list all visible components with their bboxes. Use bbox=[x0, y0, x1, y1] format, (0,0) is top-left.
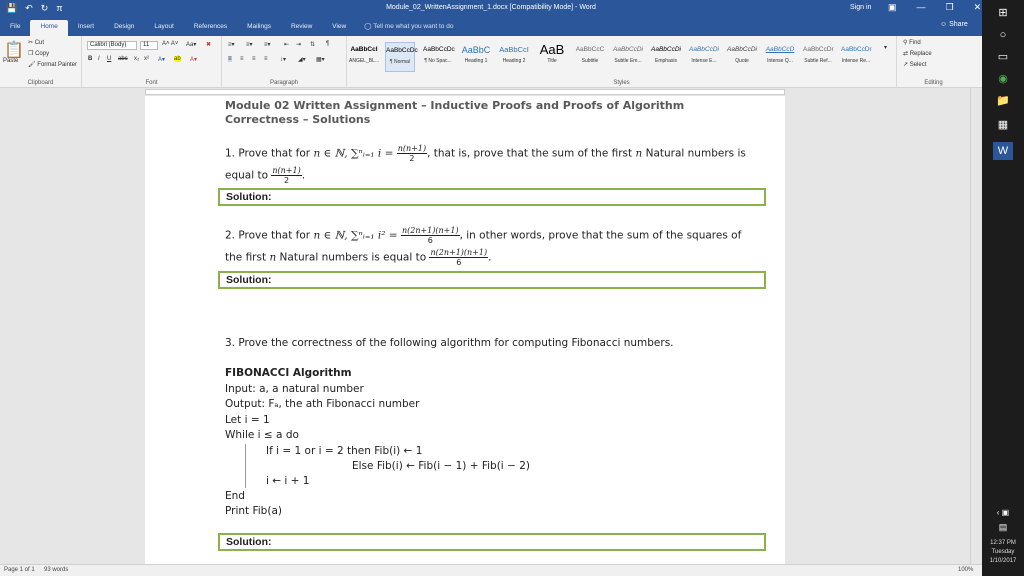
style-name: Quote bbox=[735, 58, 749, 64]
strikethrough-button[interactable]: abc bbox=[118, 56, 128, 62]
style-name: Intense E... bbox=[691, 58, 717, 64]
cut-button[interactable] bbox=[28, 39, 44, 46]
close-icon[interactable]: ✕ bbox=[973, 2, 982, 12]
style-angel-bl[interactable] bbox=[349, 42, 379, 72]
magnifier-icon: ⚲ bbox=[903, 40, 908, 46]
q1-condition: n ∈ ℕ, ∑ⁿᵢ₌₁ i = bbox=[313, 147, 397, 160]
question-2-line-2: the first n Natural numbers is equal to $\frac{n(2n+1)(n+1)}{6}$ . bbox=[225, 248, 492, 267]
group-styles bbox=[347, 36, 897, 88]
style-name: Title bbox=[547, 58, 557, 64]
style-sample: AaBbCcDi bbox=[613, 46, 643, 53]
style-normal[interactable] bbox=[385, 42, 418, 72]
calculator-icon[interactable]: ▦ bbox=[997, 119, 1009, 131]
title-bar bbox=[0, 0, 982, 18]
tab-references[interactable]: References bbox=[193, 23, 228, 30]
group-paragraph bbox=[222, 36, 347, 88]
style-title[interactable] bbox=[537, 42, 567, 72]
task-view-icon[interactable]: ▭ bbox=[997, 51, 1009, 63]
algorithm-output: Output: Fₐ, the ath Fibonacci number bbox=[225, 398, 420, 410]
restore-icon[interactable]: ❐ bbox=[945, 2, 954, 12]
share-button[interactable] bbox=[940, 21, 968, 28]
select-label: Select bbox=[909, 62, 927, 68]
question-1-line-1 bbox=[225, 144, 746, 163]
style-name: ¶ No Spac... bbox=[424, 58, 452, 64]
sort-icon[interactable]: ⇅ bbox=[310, 42, 316, 48]
style-sample: AaBbCcDc bbox=[386, 47, 418, 54]
style-sample: AaBbC bbox=[461, 45, 491, 55]
style-subtle-emphasis[interactable] bbox=[613, 42, 643, 72]
algorithm-else: Else Fib(i) ← Fib(i − 1) + Fib(i − 2) bbox=[352, 460, 530, 472]
lightbulb-icon: ◯ bbox=[364, 23, 374, 30]
style-sample: AaBbCcDi bbox=[651, 46, 681, 53]
q2-line2a: the first bbox=[225, 251, 270, 264]
q2-frac2-den: 6 bbox=[456, 258, 462, 267]
align-center-icon[interactable]: ≡ bbox=[240, 56, 244, 62]
style-sample: AaBbCcDr bbox=[803, 46, 834, 53]
replace-button[interactable] bbox=[903, 50, 932, 57]
algorithm-while: While i ≤ a do bbox=[225, 429, 299, 441]
replace-icon: ⇄ bbox=[903, 51, 909, 57]
clock-date[interactable]: 1/10/2017 bbox=[989, 558, 1017, 564]
tab-file[interactable]: File bbox=[10, 23, 21, 30]
decrease-indent-icon[interactable]: ⇤ bbox=[284, 42, 290, 48]
select-button[interactable] bbox=[903, 61, 926, 68]
font-grow-shrink[interactable]: A˄ A˅ bbox=[162, 41, 179, 47]
q1-frac-den: 2 bbox=[409, 154, 415, 163]
justify-icon[interactable]: ≡ bbox=[264, 56, 268, 62]
q2-fraction bbox=[401, 226, 460, 245]
cortana-icon[interactable]: ○ bbox=[999, 29, 1007, 41]
paragraph-group-label: Paragraph bbox=[269, 80, 299, 86]
style-sample: AaBbCcD bbox=[765, 46, 795, 53]
person-icon: ☺ bbox=[940, 21, 948, 28]
tab-review[interactable]: Review bbox=[290, 23, 313, 30]
windows-taskbar bbox=[982, 0, 1024, 576]
chrome-icon[interactable]: ◉ bbox=[998, 73, 1008, 85]
style-name: ¶ Normal bbox=[389, 59, 411, 65]
style-subtitle[interactable] bbox=[575, 42, 605, 72]
copy-label: Copy bbox=[35, 51, 50, 57]
tab-mailings[interactable]: Mailings bbox=[247, 23, 271, 30]
q1-frac2-num: n(n+1) bbox=[272, 166, 301, 175]
clock-time[interactable]: 12:37 PM bbox=[990, 540, 1016, 546]
q1-lead: 1. Prove that for bbox=[225, 147, 314, 160]
q1-frac-num: n(n+1) bbox=[397, 144, 427, 153]
ruler-track[interactable] bbox=[145, 89, 785, 95]
brush-icon: 🖌 bbox=[28, 62, 36, 68]
minimize-icon[interactable]: — bbox=[916, 2, 926, 12]
q1-fraction bbox=[397, 144, 427, 163]
q2-var: n bbox=[269, 251, 277, 264]
clipboard-group-label: Clipboard bbox=[27, 80, 54, 86]
find-button[interactable] bbox=[903, 39, 921, 46]
style-name: Heading 1 bbox=[464, 58, 488, 64]
style-sample: AaBbCcDc bbox=[423, 46, 455, 53]
pi-icon[interactable]: π bbox=[56, 3, 63, 13]
question-2-line-1 bbox=[225, 226, 741, 245]
q1-fraction-2 bbox=[271, 166, 301, 185]
question-3-text: 3. Prove the correctness of the following algorithm for computing Fibonacci numbers. bbox=[225, 337, 674, 349]
numbering-icon[interactable]: ≡▾ bbox=[246, 42, 253, 48]
editing-group-label: Editing bbox=[924, 80, 943, 86]
bold-button[interactable]: B bbox=[88, 56, 93, 62]
undo-icon[interactable]: ↶ bbox=[25, 3, 33, 13]
format-painter-button[interactable] bbox=[28, 61, 77, 68]
font-name-select[interactable]: Calibri (Body) bbox=[87, 41, 137, 50]
align-right-icon[interactable]: ≡ bbox=[252, 56, 256, 62]
tab-layout[interactable]: Layout bbox=[154, 23, 174, 30]
group-font bbox=[82, 36, 222, 88]
styles-group-label: Styles bbox=[613, 80, 630, 86]
window-controls bbox=[888, 2, 981, 13]
algorithm-input: Input: a, a natural number bbox=[225, 383, 364, 395]
q2-frac-den: 6 bbox=[427, 236, 433, 245]
q1-tail2: Natural numbers is bbox=[642, 147, 746, 160]
style-intense-quote[interactable] bbox=[765, 42, 795, 72]
q1-line2: equal to bbox=[225, 169, 272, 182]
style-quote[interactable] bbox=[727, 42, 757, 72]
document-page[interactable] bbox=[145, 96, 785, 564]
vertical-scrollbar[interactable] bbox=[970, 88, 982, 564]
ribbon-home bbox=[0, 36, 982, 88]
zoom-level[interactable]: 100% bbox=[958, 567, 974, 573]
q1-tail: , that is, prove that the sum of the first bbox=[427, 147, 636, 160]
q2-fraction-2 bbox=[429, 248, 488, 267]
scissors-icon: ✂ bbox=[28, 40, 34, 46]
style-sample: AaBbCcDi bbox=[727, 46, 757, 53]
style-sample: AaBbCcDr bbox=[841, 46, 872, 53]
style-name: Heading 2 bbox=[502, 58, 526, 64]
notifications-icon[interactable]: ▤ bbox=[998, 522, 1008, 532]
save-icon[interactable]: 💾 bbox=[6, 3, 18, 13]
font-size-select[interactable]: 11 bbox=[140, 41, 158, 50]
copy-button[interactable] bbox=[28, 50, 49, 57]
clock-day[interactable]: Tuesday bbox=[991, 549, 1015, 555]
tell-me-box[interactable] bbox=[356, 20, 461, 36]
solution-box-1[interactable]: Solution: bbox=[218, 188, 766, 206]
algorithm-increment: i ← i + 1 bbox=[266, 475, 310, 487]
increase-indent-icon[interactable]: ⇥ bbox=[296, 42, 302, 48]
clear-formatting-icon[interactable]: ✖ bbox=[206, 42, 212, 48]
solution-box-2[interactable]: Solution: bbox=[218, 271, 766, 289]
paste-button[interactable]: Paste bbox=[3, 58, 19, 64]
style-name: Emphasis bbox=[655, 58, 677, 64]
algorithm-block-rule bbox=[245, 444, 246, 488]
highlight-icon[interactable]: ab bbox=[174, 56, 181, 62]
style-subtle-reference[interactable] bbox=[803, 42, 833, 72]
document-heading: Module 02 Written Assignment – Inductive Proofs and Proofs of Algorithm Correctness – Solutions bbox=[225, 99, 685, 126]
underline-button[interactable]: U bbox=[107, 56, 112, 62]
show-marks-icon[interactable]: ¶ bbox=[326, 41, 330, 47]
question-1-line-2: equal to $\frac{n(n+1)}{2}$ . bbox=[225, 166, 306, 185]
tab-design[interactable]: Design bbox=[114, 23, 135, 30]
share-label: Share bbox=[949, 21, 968, 28]
file-explorer-icon[interactable]: 📁 bbox=[996, 95, 1010, 107]
superscript-button[interactable]: x² bbox=[144, 56, 149, 62]
algorithm-if: If i = 1 or i = 2 then Fib(i) ← 1 bbox=[266, 445, 423, 457]
algorithm-title: FIBONACCI Algorithm bbox=[225, 367, 352, 379]
cursor-icon: ↗ bbox=[903, 62, 909, 68]
q2-frac2-num: n(2n+1)(n+1) bbox=[430, 248, 488, 257]
bullets-icon[interactable]: ≡▾ bbox=[228, 42, 235, 48]
italic-button[interactable]: I bbox=[98, 56, 100, 62]
style-emphasis[interactable] bbox=[651, 42, 681, 72]
copy-icon: ❐ bbox=[28, 51, 34, 57]
algorithm-print: Print Fib(a) bbox=[225, 505, 282, 517]
subscript-button[interactable]: x₂ bbox=[134, 56, 140, 62]
tell-me-text: Tell me what you want to do bbox=[373, 23, 454, 30]
style-heading-1[interactable] bbox=[461, 42, 491, 72]
status-bar bbox=[0, 564, 982, 576]
tab-insert[interactable]: Insert bbox=[77, 23, 95, 30]
paste-icon[interactable]: 📋 bbox=[4, 42, 24, 59]
q2-frac-num: n(2n+1)(n+1) bbox=[401, 226, 459, 235]
style-intense-emphasis[interactable] bbox=[689, 42, 719, 72]
system-tray-icons[interactable]: ‹ ▣ bbox=[996, 508, 1010, 517]
style-heading-2[interactable] bbox=[499, 42, 529, 72]
word-app-icon[interactable]: W bbox=[993, 142, 1013, 160]
style-sample: AaBbCcI bbox=[499, 45, 529, 54]
algorithm-let: Let i = 1 bbox=[225, 414, 270, 426]
q1-frac2-den: 2 bbox=[283, 176, 290, 185]
align-left-icon[interactable]: ≡ bbox=[228, 56, 232, 62]
find-label: Find bbox=[909, 40, 921, 46]
redo-icon[interactable]: ↻ bbox=[40, 3, 49, 13]
style-name: ANGEL_BL... bbox=[349, 58, 380, 64]
style-sample: AaBbCcDi bbox=[689, 46, 719, 53]
font-color-icon[interactable]: A▾ bbox=[190, 57, 198, 63]
style-sample: AaB bbox=[539, 42, 565, 57]
q2-tail: , in other words, prove that the sum of the squares of bbox=[459, 229, 742, 242]
group-editing bbox=[897, 36, 970, 88]
line-spacing-icon[interactable]: ↕▾ bbox=[280, 57, 287, 63]
tab-home[interactable]: Home bbox=[30, 20, 67, 36]
word-count[interactable]: 93 words bbox=[44, 567, 69, 573]
change-case-button[interactable]: Aa▾ bbox=[186, 42, 197, 48]
horizontal-ruler bbox=[0, 88, 982, 96]
windows-start-icon[interactable]: ⊞ bbox=[998, 7, 1008, 19]
cut-label: Cut bbox=[34, 40, 45, 46]
algorithm-end: End bbox=[225, 490, 245, 502]
style-name: Intense Q... bbox=[767, 58, 793, 64]
q2-line2b: Natural numbers is equal to bbox=[276, 251, 430, 264]
replace-label: Replace bbox=[909, 51, 932, 57]
format-painter-label: Format Painter bbox=[37, 62, 77, 68]
page-count[interactable]: Page 1 of 1 bbox=[4, 567, 35, 573]
ribbon-display-icon[interactable]: ▣ bbox=[888, 2, 897, 12]
shading-icon[interactable]: ◢▾ bbox=[298, 57, 306, 63]
style-name: Subtle Ref... bbox=[804, 58, 832, 64]
text-effects-icon[interactable]: A▾ bbox=[158, 57, 166, 63]
q2-condition: n ∈ ℕ, ∑ⁿᵢ₌₁ i² = bbox=[313, 229, 401, 242]
styles-more-icon[interactable]: ▾ bbox=[884, 45, 888, 51]
style-sample: AaBbCcC bbox=[575, 46, 605, 53]
style-sample: AaBbCcI bbox=[350, 46, 378, 53]
tab-view[interactable]: View bbox=[332, 23, 347, 30]
window-title: Module_02_WrittenAssignment_1.docx [Compatibility Mode] - Word bbox=[386, 4, 596, 11]
borders-icon[interactable]: ▦▾ bbox=[316, 57, 325, 63]
style-no-spacing[interactable] bbox=[423, 42, 453, 72]
style-intense-reference[interactable] bbox=[841, 42, 871, 72]
sign-in-link[interactable]: Sign in bbox=[850, 4, 872, 11]
font-group-label: Font bbox=[145, 80, 158, 86]
ribbon-tabs bbox=[0, 18, 982, 36]
q1-var: n bbox=[635, 147, 643, 160]
multilevel-list-icon[interactable]: ≡▾ bbox=[264, 42, 271, 48]
q2-lead: 2. Prove that for bbox=[225, 229, 314, 242]
style-name: Intense Re... bbox=[841, 58, 871, 64]
style-name: Subtitle bbox=[581, 58, 599, 64]
group-clipboard bbox=[0, 36, 82, 88]
style-name: Subtle Em... bbox=[614, 58, 642, 64]
solution-box-3[interactable]: Solution: bbox=[218, 533, 766, 551]
